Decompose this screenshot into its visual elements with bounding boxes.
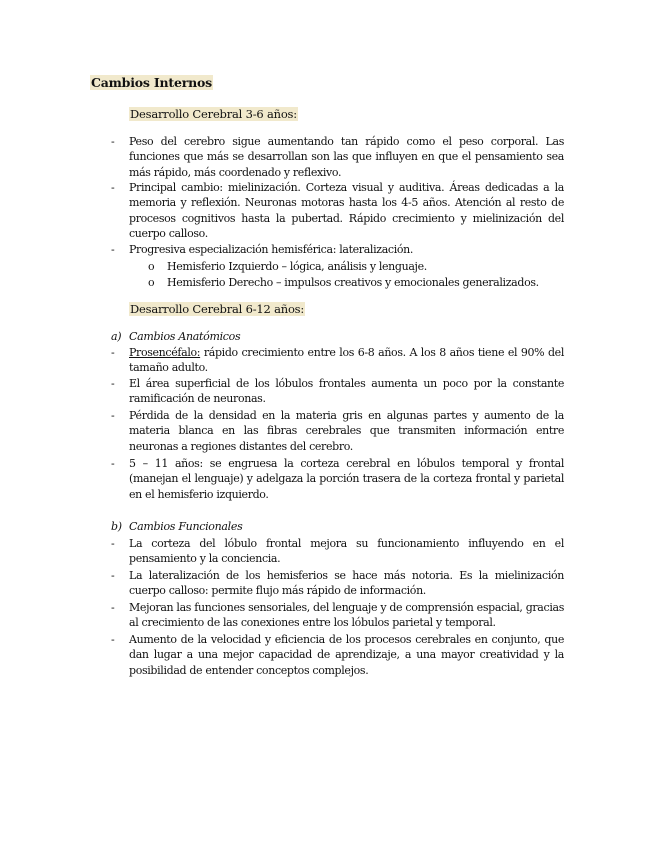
list-item: Pérdida de la densidad en la materia gris en algunas partes y aumento de la materia blanca en las fibras cerebrales que transmiten información entre neuronas a regiones distantes del cerebro. (129, 409, 564, 453)
list-dash: - (111, 346, 115, 359)
list-item: La lateralización de los hemisferios se hace más notoria. Es la mielinización cuerpo calloso: permite flujo más rápido de información. (129, 569, 564, 598)
list-item: El área superficial de los lóbulos frontales aumenta un poco por la constante ramificación de neuronas. (129, 377, 564, 406)
subsection-a-label (111, 329, 241, 344)
sub-bullet: o (148, 260, 155, 273)
list-item (129, 345, 564, 376)
list-item: Mejoran las funciones sensoriales, del lenguaje y de comprensión espacial, gracias al crecimiento de las conexiones entre los lóbulos parietal y temporal. (129, 601, 564, 630)
list-item: Principal cambio: mielinización. Corteza visual y auditiva. Áreas dedicadas a la memoria y reflexión. Neuronas motoras hasta los 4-5 años. Atención al resto de procesos cognitivos hasta la pubertad. Rápido crecimiento y mielinización del cuerpo calloso. (129, 181, 564, 240)
list-item-text: rápido crecimiento entre los 6-8 años. A los 8 años tiene el 90% del tamaño adulto. (129, 346, 564, 375)
section-heading-3-6: Desarrollo Cerebral 3-6 años: (130, 107, 297, 121)
page-title: Cambios Internos (91, 75, 213, 90)
list-dash: - (111, 601, 115, 614)
list-item: 5 – 11 años: se engruesa la corteza cerebral en lóbulos temporal y frontal (manejan el lenguaje) y adelgaza la porción trasera de la corteza frontal y parietal en el hemisferio izquierdo. (129, 457, 564, 501)
subsection-marker: a) (111, 330, 122, 343)
sub-list-item: Hemisferio Derecho – impulsos creativos y emocionales generalizados. (167, 276, 539, 289)
list-item: Progresiva especialización hemisférica: lateralización. (129, 243, 414, 256)
list-item: Aumento de la velocidad y eficiencia de los procesos cerebrales en conjunto, que dan lugar a una mejor capacidad de aprendizaje, a una mayor creatividad y la posibilidad de entender conceptos complejos. (129, 633, 564, 677)
list-dash: - (111, 377, 115, 390)
sub-bullet: o (148, 276, 155, 289)
list-dash: - (111, 457, 115, 470)
list-item: La corteza del lóbulo frontal mejora su funcionamiento influyendo en el pensamiento y la conciencia. (129, 537, 564, 566)
subsection-marker: b) (111, 520, 122, 533)
list-dash: - (111, 243, 115, 256)
list-dash: - (111, 633, 115, 646)
section-heading-6-12: Desarrollo Cerebral 6-12 años: (130, 302, 305, 316)
list-dash: - (111, 135, 115, 148)
sub-list-item: Hemisferio Izquierdo – lógica, análisis y lenguaje. (167, 260, 427, 273)
subsection-b-label (111, 519, 243, 534)
subsection-title: Cambios Anatómicos (129, 330, 241, 343)
list-dash: - (111, 181, 115, 194)
subsection-title: Cambios Funcionales (129, 520, 243, 533)
underlined-term: Prosencéfalo: (129, 346, 201, 359)
list-dash: - (111, 569, 115, 582)
list-dash: - (111, 537, 115, 550)
list-dash: - (111, 409, 115, 422)
list-item: Peso del cerebro sigue aumentando tan rápido como el peso corporal. Las funciones que más se desarrollan son las que influyen en que el pensamiento sea más rápido, más coordenado y reflexivo. (129, 135, 564, 179)
